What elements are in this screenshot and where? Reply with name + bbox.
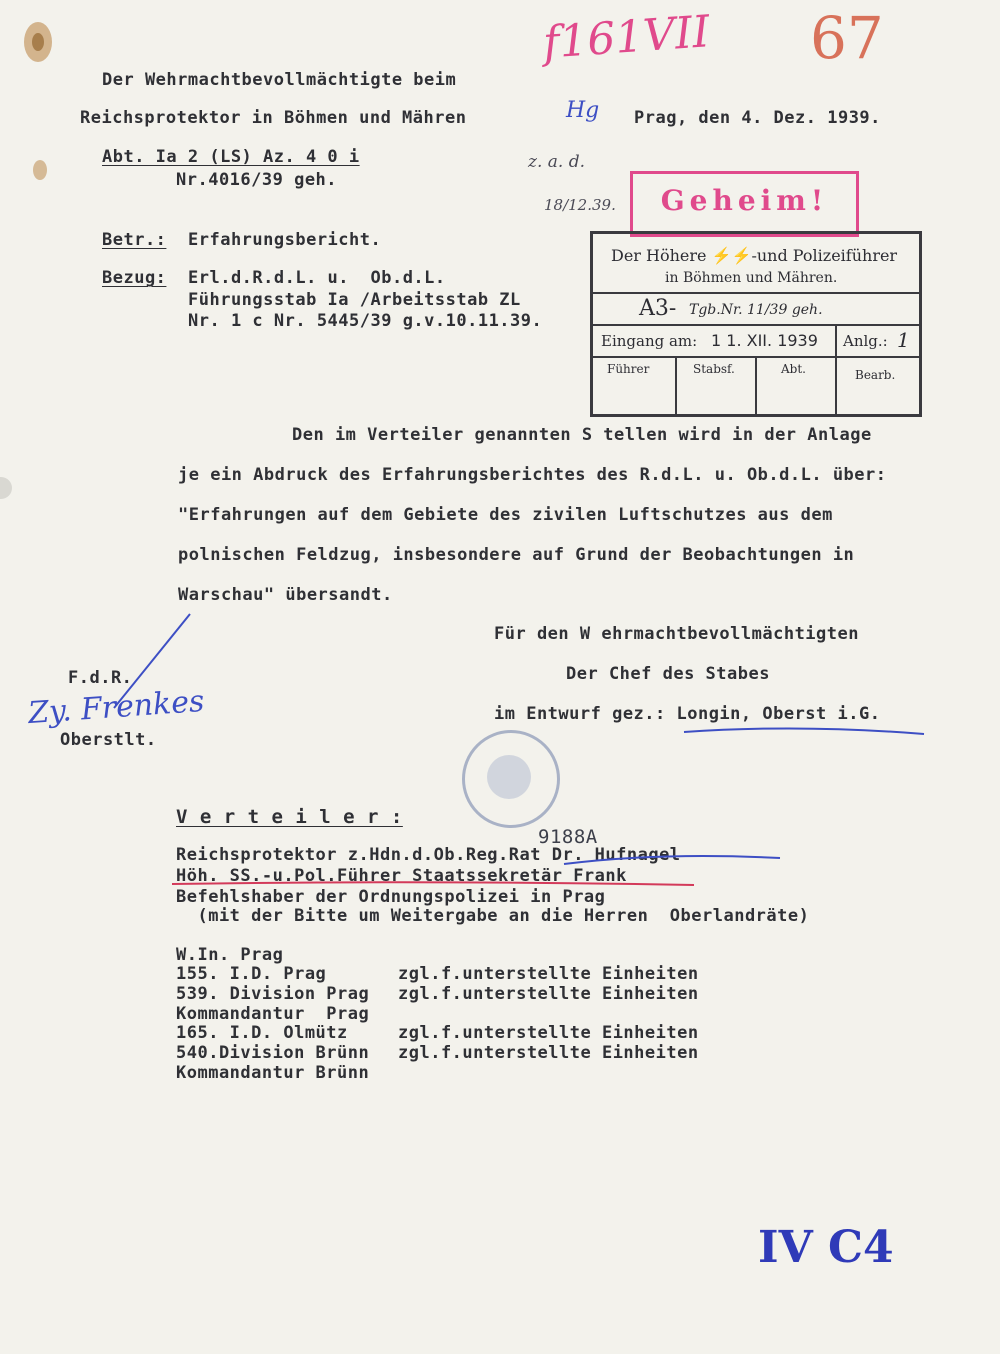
org-line-1: Der Wehrmachtbevollmächtigte beim xyxy=(102,70,457,90)
stamp-divider-1 xyxy=(593,292,919,294)
fdr-label: F.d.R. xyxy=(68,668,133,688)
punch-hole xyxy=(0,477,12,499)
stamp-line-1: Der Höhere ⚡⚡-und Polizeiführer xyxy=(611,246,898,265)
unit-6: Kommandantur Brünn xyxy=(176,1063,370,1083)
closing-line-2: Der Chef des Stabes xyxy=(566,664,770,684)
unit-2-note: zgl.f.unterstellte Einheiten xyxy=(398,984,699,1004)
bezug-line-2: Führungsstab Ia /Arbeitsstab ZL xyxy=(188,290,521,310)
body-line-3: "Erfahrungen auf dem Gebiete des zivilen Luftschutzes aus dem xyxy=(178,505,833,525)
handwritten-page-number: 67 xyxy=(810,4,884,72)
stamp-col-abt: Abt. xyxy=(781,362,806,376)
stamp-line-2: in Böhmen und Mähren. xyxy=(665,270,838,286)
rank-label: Oberstlt. xyxy=(60,730,157,750)
closing-line-3: im Entwurf gez.: Longin, Oberst i.G. xyxy=(494,704,881,724)
betr-label: Betr.: xyxy=(102,230,167,250)
stamp-col-bearb: Bearb. xyxy=(855,368,896,382)
dist-line-4: (mit der Bitte um Weitergabe an die Herren Oberlandräte) xyxy=(176,906,810,926)
stamp-anlg-value: 1 xyxy=(897,328,910,352)
stamp-ref-prefix: A3- xyxy=(639,296,677,321)
unit-5-note: zgl.f.unterstellte Einheiten xyxy=(398,1043,699,1063)
stamp-col-1 xyxy=(675,356,677,414)
handwritten-date-note: 18/12.39. xyxy=(544,196,616,214)
stamp-ref-hand: Tgb.Nr. 11/39 geh. xyxy=(689,302,823,318)
dist-line-3: Befehlshaber der Ordnungspolizei in Prag xyxy=(176,887,606,907)
handwritten-zad: z. a. d. xyxy=(528,152,585,172)
red-handwritten-ref: f161VII xyxy=(541,6,712,69)
stamp-anlg-label: Anlg.: xyxy=(843,332,888,350)
betr-text: Erfahrungsbericht. xyxy=(188,230,382,250)
place-date: Prag, den 4. Dez. 1939. xyxy=(634,108,881,128)
unit-1: 155. I.D. Prag xyxy=(176,964,327,984)
stamp-col-3 xyxy=(835,356,837,414)
unit-0: W.In. Prag xyxy=(176,945,284,965)
receipt-stamp xyxy=(590,231,922,417)
body-line-4: polnischen Feldzug, insbesondere auf Grund der Beobachtungen in xyxy=(178,545,855,565)
org-line-2: Reichsprotektor in Böhmen und Mähren xyxy=(80,108,467,128)
stamp-col-fuehrer: Führer xyxy=(607,362,650,376)
stamp-col-divider xyxy=(835,324,837,356)
round-seal xyxy=(462,730,560,828)
distribution-stamp-number: 9188A xyxy=(538,826,598,848)
handwritten-signature: Zy. Frenkes xyxy=(26,683,206,732)
body-line-1: Den im Verteiler genannten S tellen wird in der Anlage xyxy=(292,425,872,445)
dist-line-1: Reichsprotektor z.Hdn.d.Ob.Reg.Rat Dr. Hufnagel xyxy=(176,845,681,865)
closing-line-1: Für den W ehrmachtbevollmächtigten xyxy=(494,624,859,644)
handwritten-initials: Hg xyxy=(566,98,600,123)
stamp-eingang-date: 1 1. XII. 1939 xyxy=(711,331,818,350)
distribution-title: V e r t e i l e r : xyxy=(176,806,403,828)
unit-1-note: zgl.f.unterstellte Einheiten xyxy=(398,964,699,984)
bezug-label: Bezug: xyxy=(102,268,167,288)
seal-emblem xyxy=(487,755,531,799)
body-line-2: je ein Abdruck des Erfahrungsberichtes des R.d.L. u. Ob.d.L. über: xyxy=(178,465,887,485)
unit-2: 539. Division Prag xyxy=(176,984,370,1004)
unit-4: 165. I.D. Olmütz xyxy=(176,1023,348,1043)
stamp-col-2 xyxy=(755,356,757,414)
unit-3: Kommandantur Prag xyxy=(176,1004,370,1024)
closing-blue-underline xyxy=(680,722,930,740)
rust-stain xyxy=(0,0,70,200)
stamp-divider-2 xyxy=(593,324,919,326)
dist-line-2: Höh. SS.-u.Pol.Führer Staatssekretär Frank xyxy=(176,866,627,886)
nr-line: Nr.4016/39 geh. xyxy=(176,170,338,190)
geheim-stamp-text: Geheim! xyxy=(660,184,829,217)
stamp-eingang-label: Eingang am: xyxy=(601,332,698,350)
body-line-5: Warschau" übersandt. xyxy=(178,585,393,605)
stamp-col-stabsf: Stabsf. xyxy=(693,362,735,376)
abt-line: Abt. Ia 2 (LS) Az. 4 0 i xyxy=(102,147,360,167)
handwritten-bottom-code: IV C4 xyxy=(758,1222,894,1273)
bezug-line-1: Erl.d.R.d.L. u. Ob.d.L. xyxy=(188,268,446,288)
geheim-stamp xyxy=(630,171,859,237)
unit-4-note: zgl.f.unterstellte Einheiten xyxy=(398,1023,699,1043)
bezug-line-3: Nr. 1 c Nr. 5445/39 g.v.10.11.39. xyxy=(188,311,543,331)
unit-5: 540.Division Brünn xyxy=(176,1043,370,1063)
